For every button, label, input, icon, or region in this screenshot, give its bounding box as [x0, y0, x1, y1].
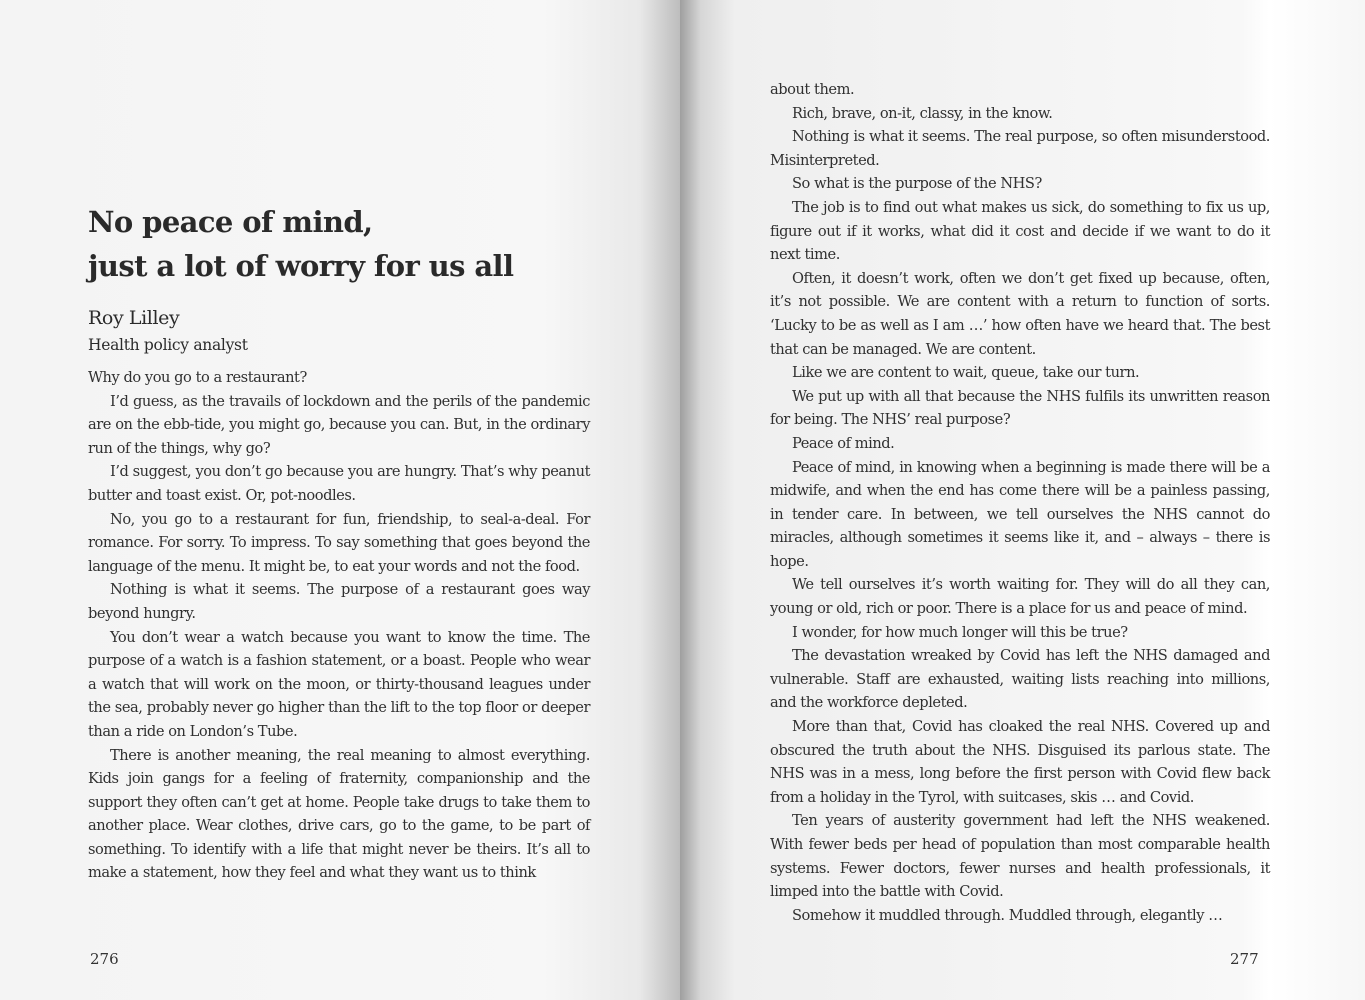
left-page	[0, 0, 680, 1000]
page-number-left: 276	[90, 950, 119, 968]
chapter-title-line-1: No peace of mind,	[88, 205, 373, 239]
paragraph: The job is to find out what makes us sick, do something to fix us up, figure out if it works, what did it cost and decide if we want to do it next time.	[770, 198, 1270, 264]
author-role: Health policy analyst	[88, 336, 248, 354]
page-number-right: 277	[1230, 950, 1259, 968]
paragraph: I wonder, for how much longer will this be true?	[792, 623, 1128, 641]
paragraph: Why do you go to a restaurant?	[88, 369, 307, 386]
right-page-text	[770, 78, 1270, 927]
paragraph: Often, it doesn’t work, often we don’t get fixed up because, often, it’s not possible. We are content with a return to function of sorts. ‘Lucky to be as well as I am …’ how often have we heard that. The best that can be managed. We are content.	[770, 269, 1270, 358]
paragraph: I’d suggest, you don’t go because you are hungry. That’s why peanut butter and toast exist. Or, pot-noodles.	[88, 463, 590, 504]
paragraph: Somehow it muddled through. Muddled through, elegantly …	[792, 906, 1223, 924]
paragraph: Ten years of austerity government had left the NHS weakened. With fewer beds per head of population than most comparable health systems. Fewer doctors, fewer nurses and health professionals, it limped into the battle with Covid.	[770, 812, 1270, 901]
paragraph: So what is the purpose of the NHS?	[792, 175, 1042, 193]
paragraph: about them.	[770, 81, 855, 98]
paragraph: I’d guess, as the travails of lockdown and the perils of the pandemic are on the ebb-tide, you might go, because you can. But, in the ordinary run of the things, why go?	[88, 392, 590, 457]
chapter-title	[88, 200, 590, 288]
paragraph: Nothing is what it seems. The real purpose, so often misunderstood. Misinterpreted.	[770, 128, 1270, 169]
left-page-text	[88, 200, 590, 885]
paragraph: The devastation wreaked by Covid has left the NHS damaged and vulnerable. Staff are exhausted, waiting lists reaching into millions, and the workforce depleted.	[770, 647, 1270, 712]
paragraph: We tell ourselves it’s worth waiting for. They will do all they can, young or old, rich or poor. There is a place for us and peace of mind.	[770, 576, 1270, 618]
right-page	[680, 0, 1365, 1000]
paragraph: Nothing is what it seems. The purpose of a restaurant goes way beyond hungry.	[88, 581, 590, 622]
paragraph: No, you go to a restaurant for fun, friendship, to seal-a-deal. For romance. For sorry. To impress. To say something that goes beyond the language of the menu. It might be, to eat your words and not the food.	[88, 510, 590, 575]
paragraph: Peace of mind, in knowing when a beginning is made there will be a midwife, and when the end has come there will be a painless passing, in tender care. In between, we tell ourselves the NHS cannot do miracles, although sometimes it seems like it, and – always – there is hope.	[770, 458, 1270, 570]
paragraph: Peace of mind.	[792, 434, 895, 452]
paragraph: Like we are content to wait, queue, take our turn.	[792, 364, 1140, 382]
author-name: Roy Lilley	[88, 307, 180, 329]
paragraph: We put up with all that because the NHS fulfils its unwritten reason for being. The NHS’ real purpose?	[770, 387, 1270, 429]
paragraph: More than that, Covid has cloaked the real NHS. Covered up and obscured the truth about the NHS. Disguised its parlous state. The NHS was in a mess, long before the first person with Covid flew back from a holiday in the Tyrol, with suitcases, skis … and Covid.	[770, 718, 1270, 806]
paragraph: Rich, brave, on-it, classy, in the know.	[792, 104, 1053, 122]
paragraph: You don’t wear a watch because you want to know the time. The purpose of a watch is a fashion statement, or a boast. People who wear a watch that will work on the moon, or thirty-thousand leagues under the sea, probably never go higher than the lift to the top floor or deeper than a ride on London’s Tube.	[88, 628, 590, 740]
paragraph: There is another meaning, the real meaning to almost everything. Kids join gangs for a feeling of fraternity, companionship and the support they often can’t get at home. People take drugs to take them to another place. Wear clothes, drive cars, go to the game, to be part of something. To identify with a life that might never be theirs. It’s all to make a statement, how they feel and what they want us to think	[88, 746, 590, 882]
chapter-title-line-2: just a lot of worry for us all	[88, 249, 514, 283]
